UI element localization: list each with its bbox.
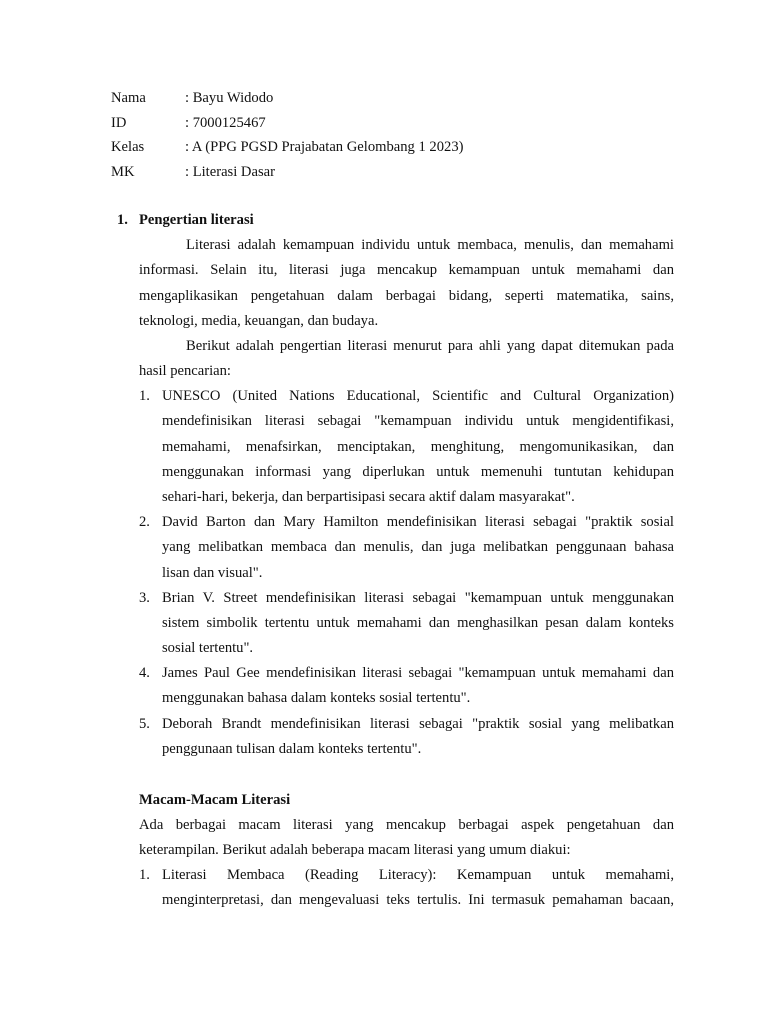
list-number: 2. xyxy=(139,514,150,530)
info-value: : Bayu Widodo xyxy=(185,90,274,106)
info-label: Kelas xyxy=(111,139,145,156)
paragraph-line: Literasi adalah kemampuan individu untuk membaca, menulis, dan memahami xyxy=(186,237,674,253)
list-item-line: menggunakan informasi yang diperlukan untuk memenuhi tuntutan kehidupan xyxy=(162,464,674,480)
list-item-line: penggunaan tulisan dalam konteks tertentu". xyxy=(162,741,422,757)
paragraph-line: teknologi, media, keuangan, dan budaya. xyxy=(139,313,379,329)
list-number: 4. xyxy=(139,665,150,681)
list-item-line: memahami, menafsirkan, menciptakan, menghitung, mengomunikasikan, dan xyxy=(162,439,674,455)
info-row-kelas xyxy=(111,135,464,160)
list-item-line: menggunakan bahasa dalam konteks sosial tertentu". xyxy=(162,690,471,706)
info-row-nama xyxy=(111,86,464,111)
paragraph-line: informasi. Selain itu, literasi juga mencakup kemampuan untuk memahami dan xyxy=(139,262,674,278)
section-title: Pengertian literasi xyxy=(139,212,254,228)
student-info xyxy=(111,86,464,185)
list-item-line: menginterpretasi, dan mengevaluasi teks tertulis. Ini termasuk pemahaman bacaan, xyxy=(162,892,674,908)
list-item-line: yang melibatkan membaca dan menulis, dan juga melibatkan penggunaan bahasa xyxy=(162,539,674,555)
list-item-line: sehari-hari, bekerja, dan berpartisipasi secara aktif dalam masyarakat". xyxy=(162,489,575,505)
info-row-id xyxy=(111,111,464,136)
list-item-line: Deborah Brandt mendefinisikan literasi sebagai "praktik sosial yang melibatkan xyxy=(162,716,674,732)
info-label: Nama xyxy=(111,90,146,106)
list-number: 1. xyxy=(139,867,150,883)
info-value: : 7000125467 xyxy=(185,114,266,131)
paragraph-line: Ada berbagai macam literasi yang mencakup berbagai aspek pengetahuan dan xyxy=(139,817,674,833)
list-item-line: UNESCO (United Nations Educational, Scientific and Cultural Organization) xyxy=(162,388,674,404)
list-number: 3. xyxy=(139,590,150,606)
info-label: MK xyxy=(111,164,135,181)
list-item-line: mendefinisikan literasi sebagai "kemampuan individu untuk mengidentifikasi, xyxy=(162,413,674,429)
paragraph-line: mengaplikasikan pengetahuan dalam berbagai bidang, seperti matematika, sains, xyxy=(139,288,674,304)
list-item-line: James Paul Gee mendefinisikan literasi sebagai "kemampuan untuk memahami dan xyxy=(162,665,674,681)
paragraph-line: hasil pencarian: xyxy=(139,363,231,379)
list-item-line: Literasi Membaca (Reading Literacy): Kemampuan untuk memahami, xyxy=(162,867,674,883)
list-item-line: sosial tertentu". xyxy=(162,640,254,656)
section-number: 1. xyxy=(117,212,128,228)
info-label: ID xyxy=(111,114,127,131)
list-item-line: sistem simbolik tertentu untuk memahami dan menghasilkan pesan dalam konteks xyxy=(162,615,674,631)
list-item-line: lisan dan visual". xyxy=(162,565,263,581)
list-item-line: David Barton dan Mary Hamilton mendefinisikan literasi sebagai "praktik sosial xyxy=(162,514,674,530)
paragraph-line: Berikut adalah pengertian literasi menurut para ahli yang dapat ditemukan pada xyxy=(186,338,674,354)
list-number: 1. xyxy=(139,388,150,404)
list-item-line: Brian V. Street mendefinisikan literasi sebagai "kemampuan untuk menggunakan xyxy=(162,590,674,606)
info-row-mk xyxy=(111,160,464,185)
info-value: : Literasi Dasar xyxy=(185,164,275,181)
paragraph-line: keterampilan. Berikut adalah beberapa macam literasi yang umum diakui: xyxy=(139,842,571,858)
section-title: Macam-Macam Literasi xyxy=(139,792,291,808)
info-value: : A (PPG PGSD Prajabatan Gelombang 1 2023) xyxy=(185,139,464,156)
list-number: 5. xyxy=(139,716,150,732)
